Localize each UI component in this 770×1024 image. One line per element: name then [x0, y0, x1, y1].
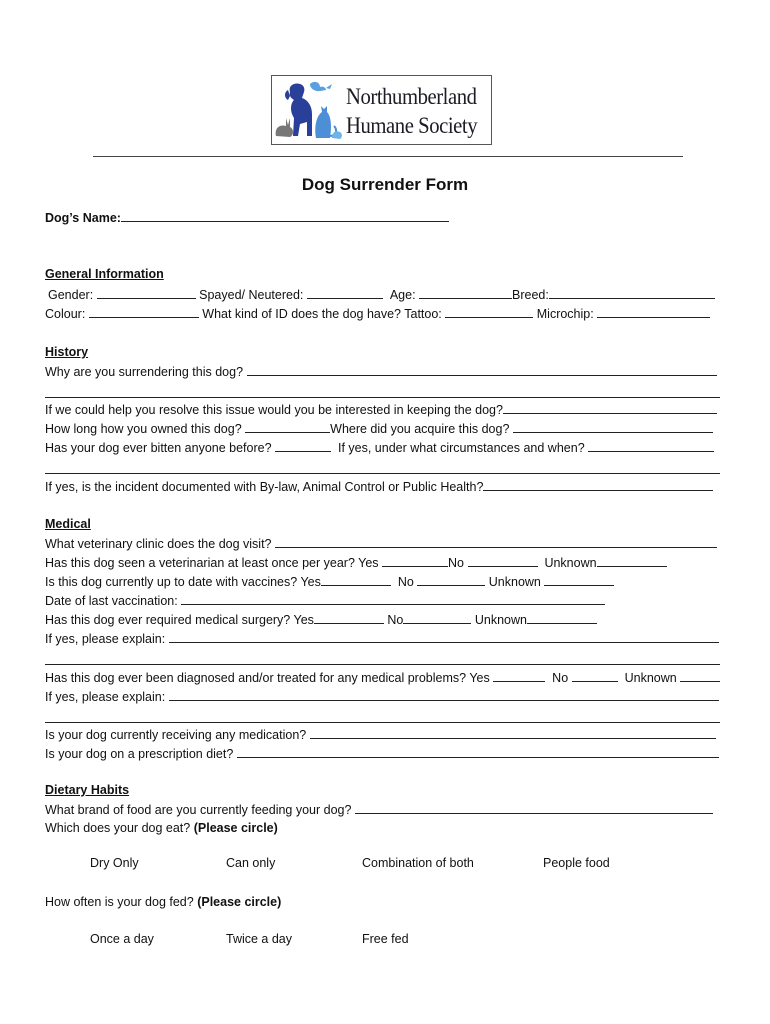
where-label: Where did you acquire this dog? [330, 422, 510, 436]
why-label: Why are you surrendering this dog? [45, 365, 244, 379]
age-label: Age: [389, 288, 416, 302]
vaccines-unknown-label: Unknown [488, 575, 541, 589]
brand-row [45, 801, 713, 818]
form-title: Dog Surrender Form [301, 175, 469, 194]
explain-row [45, 630, 719, 647]
header-divider [93, 156, 683, 157]
eat-row [45, 820, 278, 836]
vaccines-row [45, 573, 614, 590]
circumstances-field[interactable] [588, 439, 714, 452]
diagnosed-row [45, 669, 720, 686]
eat-option-combination[interactable]: Combination of both [362, 856, 474, 870]
surgery-unknown-field[interactable] [527, 611, 597, 624]
eat-please-circle: (Please circle) [193, 821, 278, 835]
help-label: If we could help you resolve this issue would you be interested in keeping the dog? [45, 403, 503, 417]
clinic-field[interactable] [275, 535, 717, 548]
colour-field[interactable] [89, 305, 199, 318]
how-long-label: How long how you owned this dog? [45, 422, 242, 436]
diagnosed-no-field[interactable] [572, 669, 618, 682]
spayed-field[interactable] [307, 286, 383, 299]
fed-option-once[interactable]: Once a day [90, 932, 154, 946]
gender-label: Gender: [48, 288, 94, 302]
documented-row [45, 478, 713, 495]
age-field[interactable] [419, 286, 512, 299]
surgery-no-label: No [387, 613, 404, 627]
vaccines-yes-field[interactable] [321, 573, 391, 586]
fed-option-twice[interactable]: Twice a day [226, 932, 293, 946]
explain-field[interactable] [169, 630, 719, 643]
diet-heading: Dietary Habits [45, 783, 130, 797]
general-row-1 [48, 286, 715, 303]
medication-field[interactable] [310, 726, 716, 739]
eat-option-people[interactable]: People food [543, 856, 610, 870]
vet-seen-no-label: No [448, 556, 465, 570]
vaccines-no-field[interactable] [417, 573, 485, 586]
fed-label: How often is your dog fed? [45, 895, 194, 909]
documented-label: If yes, is the incident documented with By-law, Animal Control or Public Health? [45, 480, 484, 494]
vaccines-unknown-field[interactable] [544, 573, 614, 586]
prescription-row [45, 745, 719, 762]
medication-label: Is your dog currently receiving any medication? [45, 728, 307, 742]
vet-seen-label: Has this dog seen a veterinarian at least once per year? Yes [45, 556, 379, 570]
diagnosed-unknown-field[interactable] [680, 669, 720, 682]
vet-seen-no-field[interactable] [468, 554, 538, 567]
last-vacc-label: Date of last vaccination: [45, 594, 178, 608]
clinic-row [45, 535, 717, 552]
explain2-label: If yes, please explain: [45, 690, 166, 704]
org-name [346, 82, 477, 140]
surgery-label: Has this dog ever required medical surgery? Yes [45, 613, 314, 627]
help-field[interactable] [503, 401, 717, 414]
gender-field[interactable] [97, 286, 196, 299]
eat-option-can[interactable]: Can only [226, 856, 276, 870]
tattoo-field[interactable] [445, 305, 533, 318]
bitten-label: Has your dog ever bitten anyone before? [45, 441, 272, 455]
vaccines-label: Is this dog currently up to date with vaccines? Yes [45, 575, 321, 589]
dog-name-row [45, 209, 449, 226]
dog-name-field[interactable] [121, 209, 449, 222]
spayed-label: Spayed/ Neutered: [199, 288, 304, 302]
explain2-row [45, 688, 719, 705]
brand-field[interactable] [355, 801, 713, 814]
vet-seen-unknown-field[interactable] [597, 554, 667, 567]
why-row [45, 363, 717, 380]
diagnosed-no-label: No [552, 671, 569, 685]
dog-name-label: Dog’s Name: [45, 211, 121, 225]
explain-label: If yes, please explain: [45, 632, 166, 646]
bitten-row [45, 439, 714, 456]
surgery-row [45, 611, 597, 628]
history-heading: History [45, 345, 89, 359]
clinic-label: What veterinary clinic does the dog visit? [45, 537, 272, 551]
eat-option-dry[interactable]: Dry Only [90, 856, 139, 870]
general-heading: General Information [45, 267, 164, 281]
brand-label: What brand of food are you currently feeding your dog? [45, 803, 352, 817]
vet-seen-yes-field[interactable] [382, 554, 448, 567]
diagnosed-unknown-label: Unknown [624, 671, 677, 685]
how-long-row [45, 420, 713, 437]
diagnosed-yes-field[interactable] [493, 669, 545, 682]
circumstances-label: If yes, under what circumstances and when? [337, 441, 585, 455]
documented-field[interactable] [483, 478, 713, 491]
breed-field[interactable] [549, 286, 715, 299]
fed-row [45, 894, 281, 910]
medication-row [45, 726, 716, 743]
colour-label: Colour: [45, 307, 86, 321]
circumstances-field-continued[interactable] [45, 473, 720, 474]
where-field[interactable] [513, 420, 713, 433]
microchip-field[interactable] [597, 305, 710, 318]
org-logo [271, 75, 492, 145]
fed-please-circle: (Please circle) [197, 895, 282, 909]
surgery-yes-field[interactable] [314, 611, 384, 624]
diagnosed-label: Has this dog ever been diagnosed and/or treated for any medical problems? Yes [45, 671, 490, 685]
surgery-unknown-label: Unknown [474, 613, 527, 627]
surgery-no-field[interactable] [403, 611, 471, 624]
how-long-field[interactable] [245, 420, 330, 433]
explain2-field[interactable] [169, 688, 719, 701]
last-vacc-row [45, 592, 605, 609]
last-vacc-field[interactable] [181, 592, 605, 605]
eat-label: Which does your dog eat? [45, 821, 191, 835]
vet-seen-row [45, 554, 667, 571]
explain2-field-continued[interactable] [45, 722, 720, 723]
org-name-line2: Humane Society [346, 113, 478, 138]
fed-option-free[interactable]: Free fed [362, 932, 409, 946]
prescription-field[interactable] [237, 745, 719, 758]
id-label: What kind of ID does the dog have? Tattoo: [202, 307, 442, 321]
breed-label: Breed: [512, 288, 549, 302]
medical-heading: Medical [45, 517, 91, 531]
vet-seen-unknown-label: Unknown [544, 556, 597, 570]
help-row [45, 401, 717, 418]
animals-logo-icon [274, 78, 344, 142]
org-name-line1: Northumberland [346, 84, 477, 109]
explain-field-continued[interactable] [45, 664, 720, 665]
microchip-label: Microchip: [536, 307, 594, 321]
general-row-2 [45, 305, 710, 322]
prescription-label: Is your dog on a prescription diet? [45, 747, 234, 761]
bitten-field[interactable] [275, 439, 331, 452]
why-field[interactable] [247, 363, 717, 376]
why-field-continued[interactable] [45, 397, 720, 398]
vaccines-no-label: No [397, 575, 414, 589]
